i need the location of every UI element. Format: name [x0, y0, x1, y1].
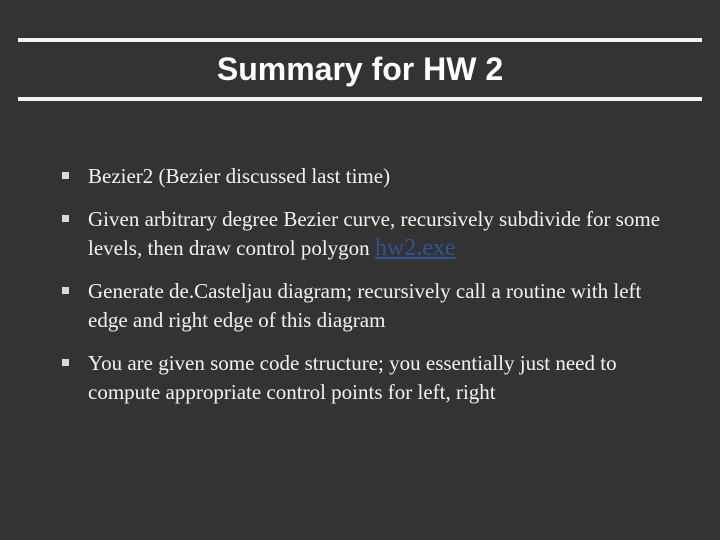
bullet-list	[62, 162, 682, 407]
title-bottom-rule	[18, 97, 702, 101]
square-bullet-icon	[62, 287, 69, 294]
hw2-exe-link[interactable]: hw2.exe	[374, 235, 456, 261]
bullet-item	[62, 349, 682, 407]
square-bullet-icon	[62, 215, 69, 222]
square-bullet-icon	[62, 172, 69, 179]
bullet-text: Generate de.Casteljau diagram; recursively call a routine with left edge and right edge of this diagram	[88, 279, 642, 332]
bullet-text: Given arbitrary degree Bezier curve, recursively subdivide for some levels, then draw control polygon	[88, 207, 661, 260]
title-top-rule	[18, 38, 702, 42]
bullet-item	[62, 162, 682, 191]
slide-title: Summary for HW 2	[216, 51, 504, 87]
bullet-text: Bezier2 (Bezier discussed last time)	[88, 164, 391, 188]
bullet-item	[62, 277, 682, 335]
square-bullet-icon	[62, 359, 69, 366]
bullet-item	[62, 205, 682, 263]
bullet-text: You are given some code structure; you essentially just need to compute appropriate control points for left, right	[88, 351, 617, 404]
